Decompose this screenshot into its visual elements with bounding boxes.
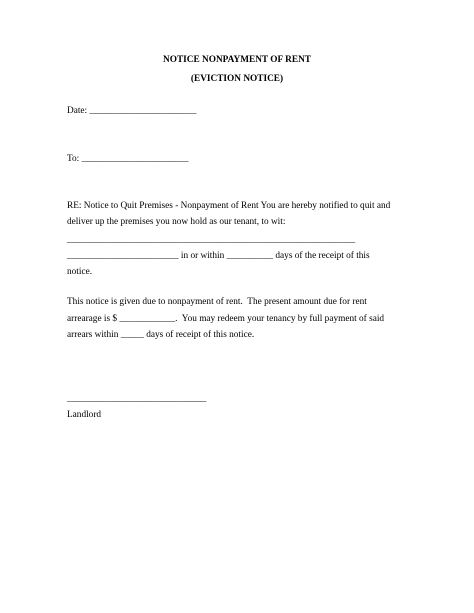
notice-paragraph-line-1: RE: Notice to Quit Premises - Nonpayment of Rent You are hereby notified to quit and [67,201,391,211]
premises-blank-line: ______________________________________________________________ [67,235,356,245]
date-field-line: Date: _______________________ [67,106,197,116]
notice-paragraph-line-3: ________________________ in or within __________ days of the receipt of this [67,251,370,261]
notice-paragraph-line-2: deliver up the premises you now hold as our tenant, to wit: [67,217,286,227]
signature-label: Landlord [67,410,102,420]
notice-paragraph-line-4: notice. [67,267,93,277]
arrears-paragraph-line-3: arrears within _____ days of receipt of this notice. [67,330,255,340]
document-subtitle: (EVICTION NOTICE) [190,74,284,84]
signature-line: ______________________________ [67,394,207,404]
arrears-paragraph-line-1: This notice is given due to nonpayment of rent. The present amount due for rent [67,297,367,307]
to-field-line: To: _______________________ [67,154,189,164]
arrears-paragraph-line-2: arrearage is $ ____________. You may redeem your tenancy by full payment of said [67,314,385,324]
document-title: NOTICE NONPAYMENT OF RENT [163,55,311,65]
